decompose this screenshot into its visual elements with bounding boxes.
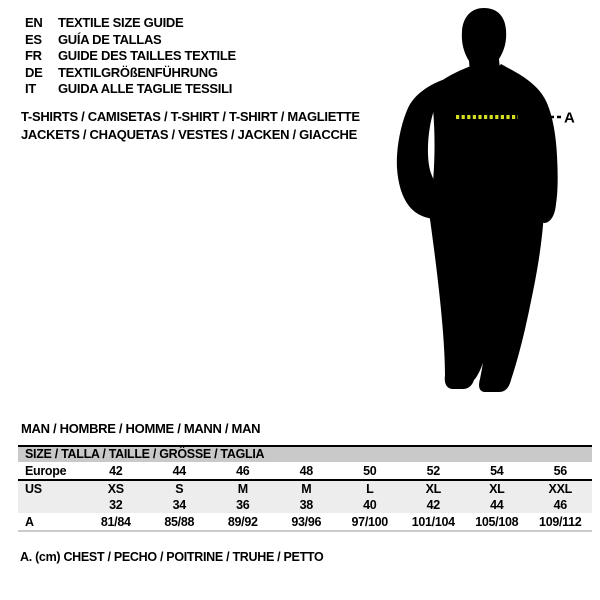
- language-code: FR: [25, 48, 42, 63]
- table-cell: 46: [553, 498, 567, 512]
- language-title: GUÍA DE TALLAS: [58, 31, 162, 47]
- measurement-footnote: A. (cm) CHEST / PECHO / POITRINE / TRUHE / PETTO: [20, 550, 324, 564]
- row-label: US: [25, 482, 42, 496]
- category-line-jackets: JACKETS / CHAQUETAS / VESTES / JACKEN / GIACCHE: [21, 127, 357, 142]
- table-cell: 50: [363, 463, 377, 478]
- table-cell: XL: [425, 482, 441, 496]
- man-silhouette-figure: [395, 0, 580, 405]
- table-cell: 32: [109, 498, 123, 512]
- table-cell: 44: [172, 463, 186, 478]
- table-cell: 109/112: [539, 514, 582, 529]
- table-cell: 36: [236, 498, 250, 512]
- silhouette-legs: [429, 212, 544, 392]
- language-code: ES: [25, 31, 42, 47]
- table-cell: 42: [109, 463, 123, 478]
- language-title: GUIDE DES TAILLES TEXTILE: [58, 48, 236, 63]
- table-cell: 97/100: [351, 514, 388, 529]
- language-code: DE: [25, 64, 43, 80]
- row-label: A: [25, 514, 34, 529]
- table-cell: 101/104: [411, 514, 455, 529]
- language-row-fr: [25, 48, 236, 65]
- man-silhouette: [397, 8, 558, 392]
- table-cell: 38: [299, 498, 313, 512]
- language-title: TEXTILE SIZE GUIDE: [58, 15, 184, 30]
- table-cell: 46: [236, 463, 250, 478]
- table-cell: 85/88: [164, 514, 195, 529]
- language-code: EN: [25, 15, 43, 30]
- table-cell: M: [301, 482, 312, 496]
- table-cell: S: [175, 482, 184, 496]
- table-cell: XL: [489, 482, 505, 496]
- table-cell: 56: [553, 463, 567, 478]
- table-cell: XS: [107, 482, 124, 496]
- table-cell: 93/96: [291, 514, 322, 529]
- table-row-chest-a: [18, 513, 592, 530]
- section-title-man: MAN / HOMBRE / HOMME / MANN / MAN: [21, 421, 261, 436]
- table-cell: XXL: [548, 482, 572, 496]
- category-lines: [21, 108, 360, 144]
- table-cell: 52: [426, 463, 440, 478]
- table-cell: 81/84: [100, 514, 131, 529]
- language-title: TEXTILGRÖßENFÜHRUNG: [58, 64, 218, 80]
- table-cell: 40: [363, 498, 377, 512]
- size-table: [18, 445, 592, 532]
- table-cell: 44: [490, 498, 504, 512]
- language-title: GUIDA ALLE TAGLIE TESSILI: [58, 81, 233, 96]
- table-cell: L: [366, 482, 374, 496]
- language-row-it: [25, 81, 236, 98]
- language-row-es: [25, 32, 236, 49]
- table-bottom-rule: [18, 530, 592, 532]
- category-line-tshirts: T-SHIRTS / CAMISETAS / T-SHIRT / T-SHIRT / MAGLIETTE: [21, 109, 360, 124]
- measure-label-a: A: [564, 109, 575, 127]
- table-cell: 105/108: [475, 514, 519, 529]
- language-row-en: [25, 15, 236, 32]
- table-cell: 48: [299, 463, 313, 478]
- language-row-de: [25, 65, 236, 82]
- size-table-header: SIZE / TALLA / TAILLE / GRÖSSE / TAGLIA: [18, 447, 592, 462]
- row-label: Europe: [25, 463, 67, 478]
- language-list: [25, 15, 236, 98]
- language-code: IT: [25, 81, 36, 96]
- table-cell: 54: [490, 463, 504, 478]
- table-cell: 89/92: [227, 514, 258, 529]
- table-row-europe: [18, 462, 592, 479]
- table-cell: 34: [172, 498, 186, 512]
- table-stripe-zone: [18, 481, 592, 513]
- table-cell: M: [237, 482, 248, 496]
- table-row-us: [18, 481, 592, 497]
- table-cell: 42: [426, 498, 440, 512]
- table-row-numeric: [18, 497, 592, 513]
